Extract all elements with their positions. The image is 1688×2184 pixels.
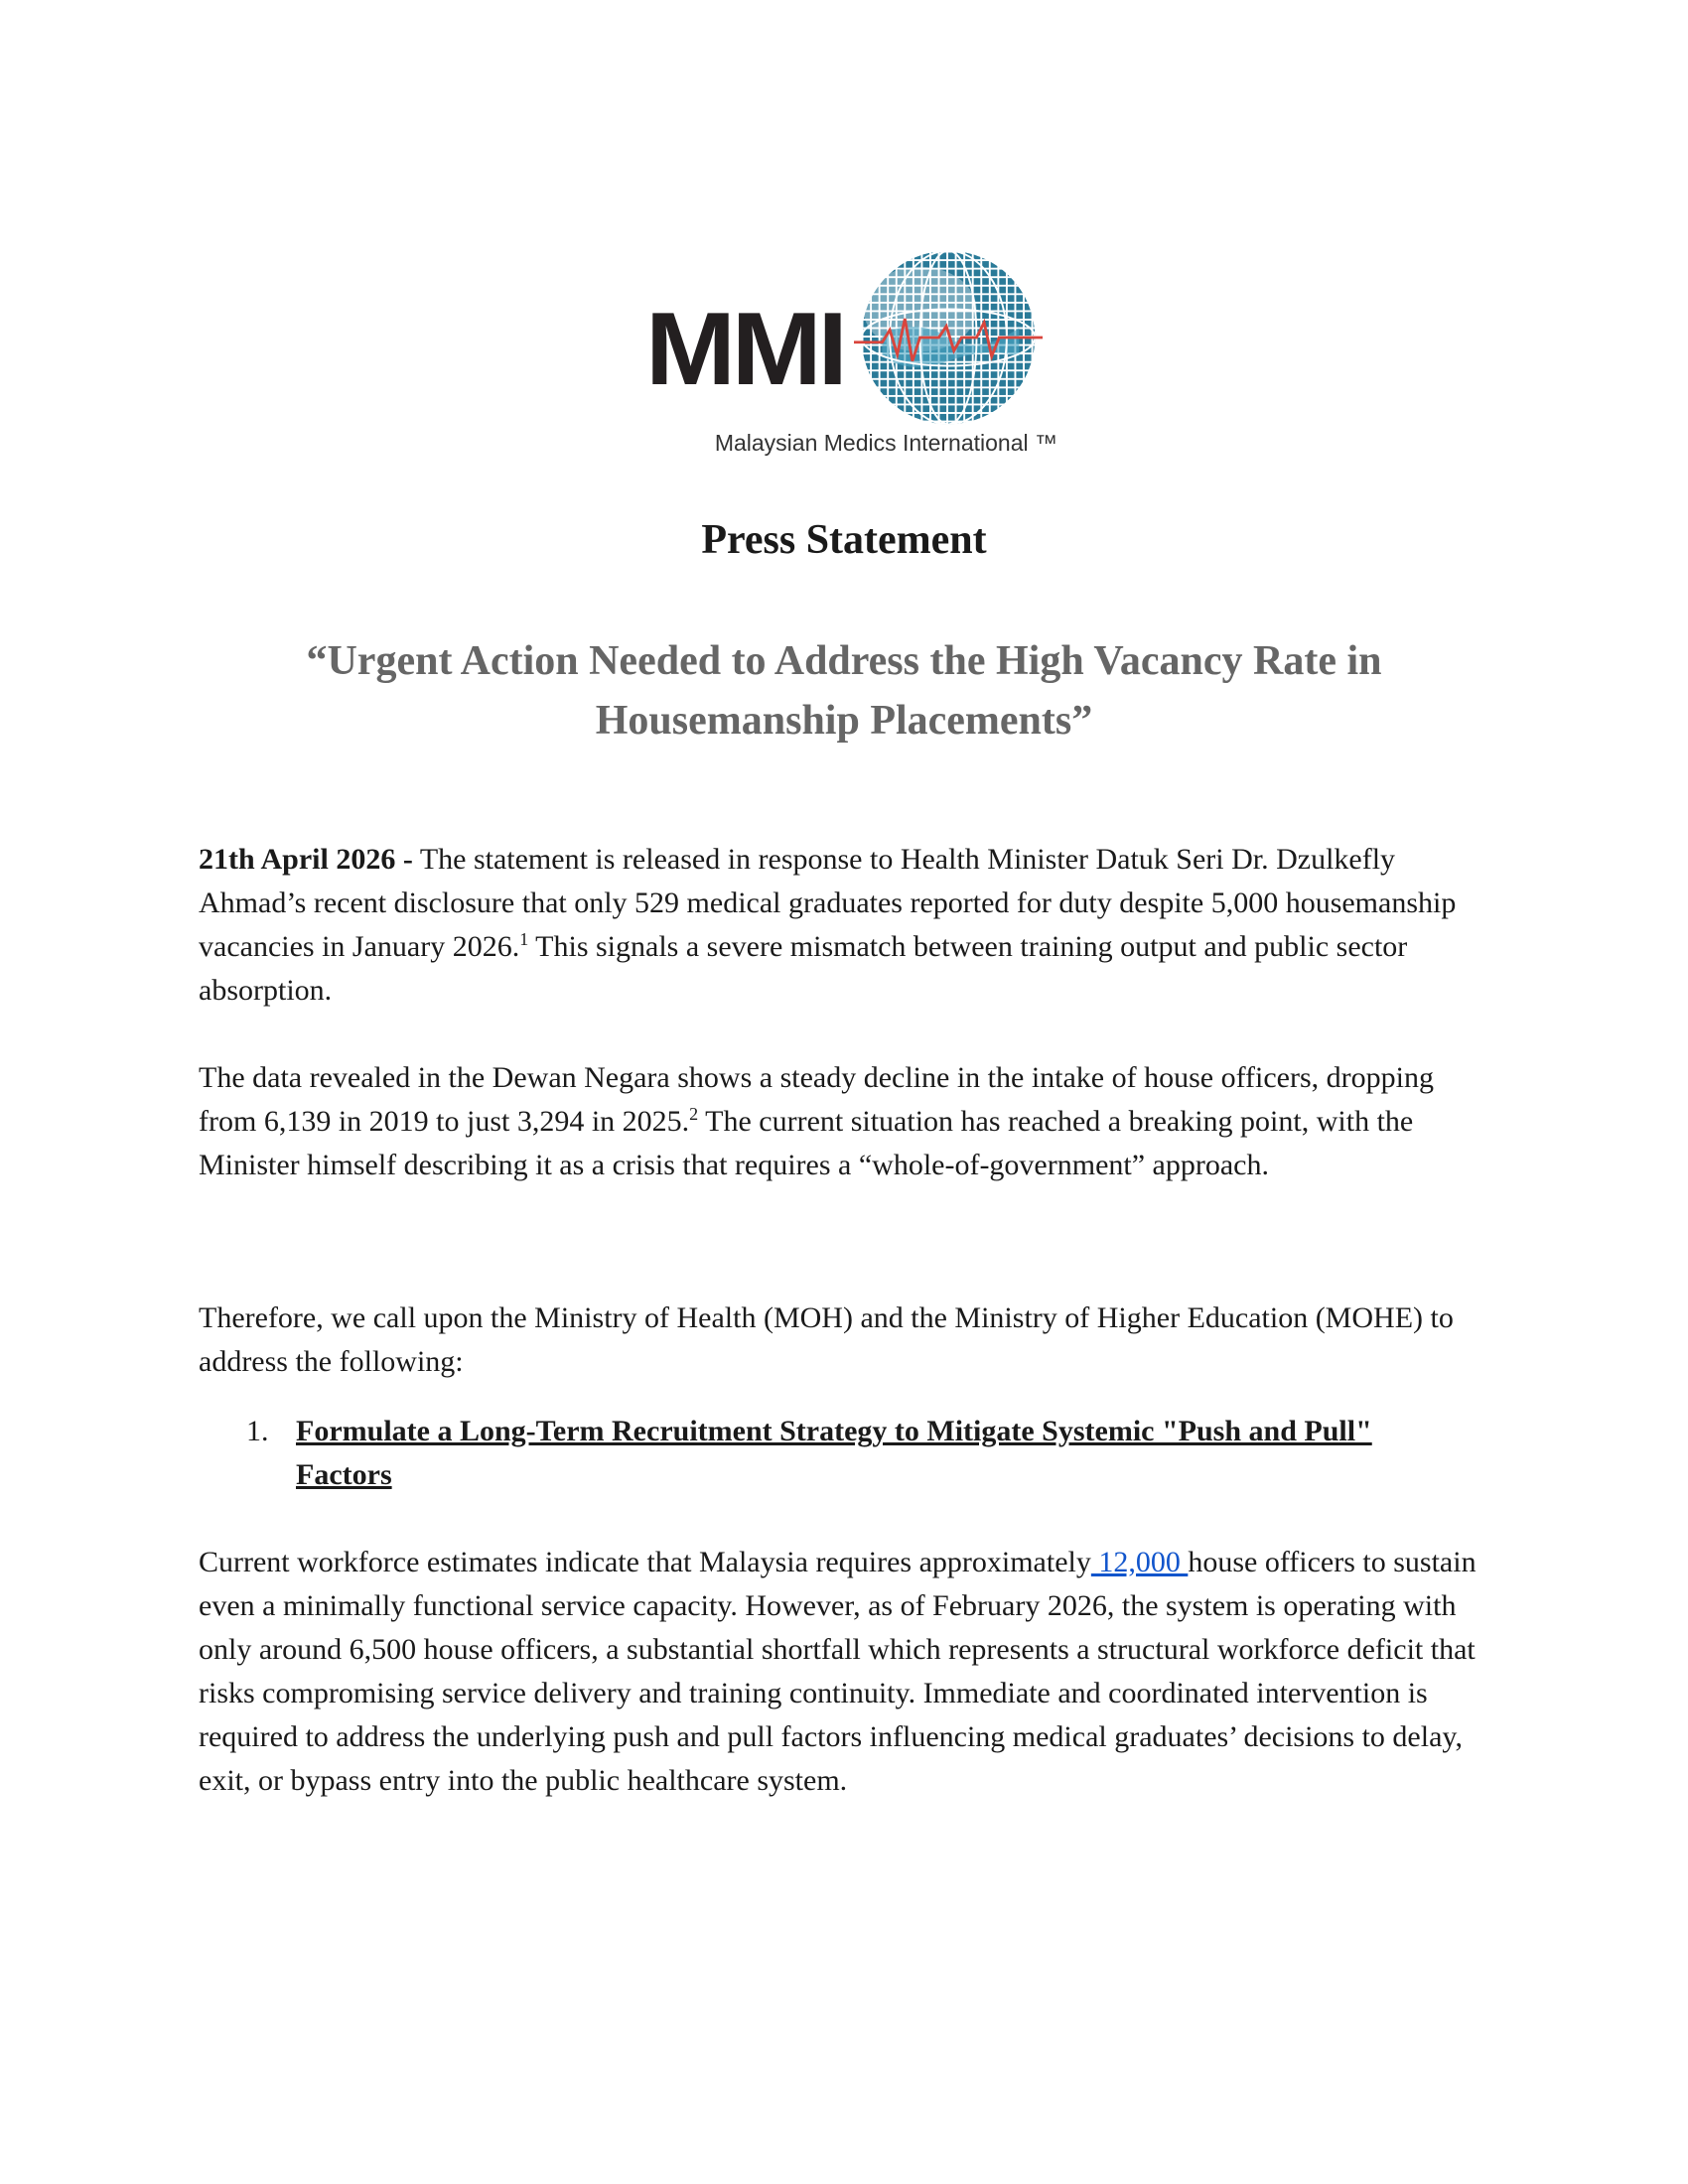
statement-date: 21th April 2026 -: [199, 843, 413, 876]
source-link[interactable]: 12,000: [1090, 1546, 1189, 1578]
paragraph-text: house officers to sustain even a minimally functional service capacity. However, as of February 2026, the system is operating with only around 6,500 house officers, a substantial shortfall which represents a structural workforce deficit that risks compromising service delivery and training continuity. Immediate and coordinated intervention is required to address the underlying push and pull factors influencing medical graduates’ decisions to delay, exit, or bypass entry into the public healthcare system.: [199, 1546, 1477, 1797]
paragraph-text: The current situation has reached a breaking point, with the Minister himself describing it as a crisis that requires a “whole-of-government” approach.: [199, 1105, 1414, 1181]
list-number: 1.: [246, 1415, 269, 1447]
paragraph-text: The data revealed in the Dewan Negara shows a steady decline in the intake of house officers, dropping from 6,139 in 2019 to just 3,294 in 2025.: [199, 1061, 1434, 1138]
paragraph-intro: [199, 838, 1489, 1013]
paragraph-text: The statement is released in response to Health Minister Datuk Seri Dr. Dzulkefly Ahmad’s recent disclosure that only 529 medical graduates reported for duty despite 5,000 housemanship vacancies in January 2026.: [199, 843, 1457, 963]
footnote-ref[interactable]: 1: [519, 929, 529, 949]
logo-caption: Malaysian Medics International ™: [714, 430, 1057, 456]
list-heading: Formulate a Long-Term Recruitment Strategy to Mitigate Systemic "Push and Pull" Factors: [296, 1415, 1372, 1491]
paragraph-text: Current workforce estimates indicate that Malaysia requires approximately: [199, 1546, 1091, 1578]
paragraph-data: [199, 1056, 1489, 1187]
logo-wordmark: MMI: [645, 292, 844, 407]
footnote-ref[interactable]: 2: [689, 1104, 699, 1124]
page-title: Press Statement: [701, 517, 987, 563]
list-item: [246, 1410, 1438, 1497]
paragraph-text: This signals a severe mismatch between training output and public sector absorption.: [199, 930, 1408, 1007]
paragraph-workforce: [199, 1541, 1489, 1803]
headline: “Urgent Action Needed to Address the High Vacancy Rate in Housemanship Placements”: [306, 638, 1382, 744]
globe-icon: [854, 243, 1043, 432]
mmi-logo: [635, 238, 1057, 467]
paragraph-call: Therefore, we call upon the Ministry of Health (MOH) and the Ministry of Higher Education (MOHE) to address the following:: [199, 1301, 1454, 1378]
